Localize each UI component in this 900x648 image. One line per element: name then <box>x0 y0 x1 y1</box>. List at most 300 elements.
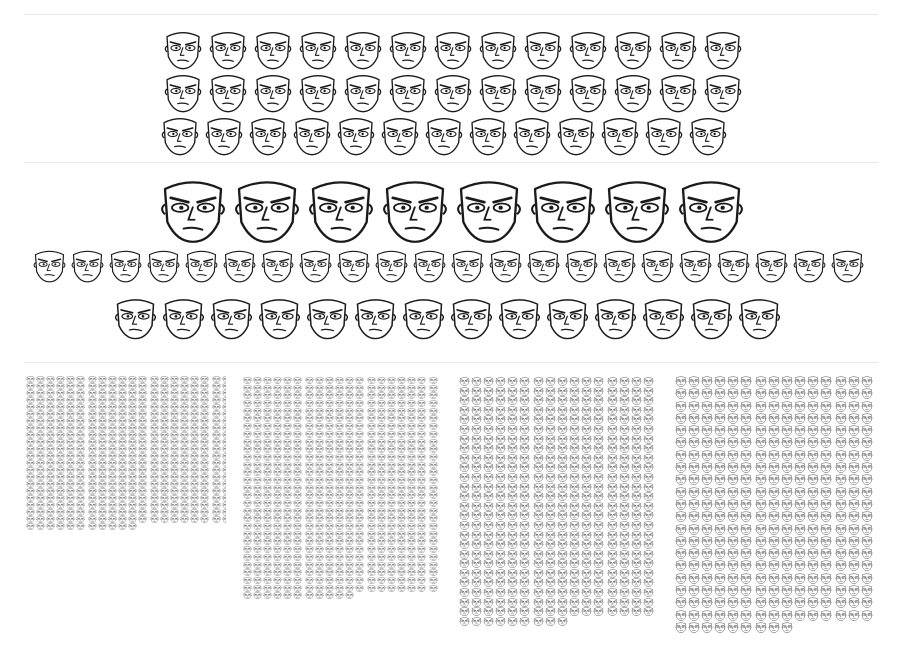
face-icon <box>263 462 272 469</box>
face-icon <box>325 515 334 522</box>
face-icon <box>483 540 494 549</box>
face-icon <box>740 597 752 608</box>
face-icon <box>459 578 470 587</box>
glyph-line <box>243 577 440 585</box>
face-icon <box>190 453 199 460</box>
face-icon <box>150 411 159 418</box>
face-icon <box>643 550 654 559</box>
face-icon <box>688 474 700 485</box>
face-icon <box>675 413 687 424</box>
face-icon <box>569 396 580 405</box>
face-icon <box>108 467 117 474</box>
face-icon <box>483 387 494 396</box>
face-icon <box>315 508 324 515</box>
face-icon <box>861 450 873 461</box>
face-icon <box>66 411 75 418</box>
face-icon <box>830 249 865 283</box>
face-icon <box>377 554 386 561</box>
face-icon <box>56 397 65 404</box>
face-icon <box>283 538 292 545</box>
glyph-line <box>243 454 440 462</box>
face-icon <box>128 495 137 502</box>
glyph-line <box>243 523 440 531</box>
face-icon <box>471 425 482 434</box>
face-icon <box>118 446 127 453</box>
face-icon <box>397 508 406 515</box>
face-icon <box>820 474 832 485</box>
face-icon <box>367 462 376 469</box>
face-icon <box>794 536 806 547</box>
face-icon <box>495 483 506 492</box>
face-icon <box>315 492 324 499</box>
face-icon <box>387 577 396 584</box>
face-icon <box>243 377 252 384</box>
face-icon <box>429 523 438 530</box>
face-icon <box>160 418 169 425</box>
face-icon <box>388 30 428 70</box>
face-icon <box>118 495 127 502</box>
face-icon <box>46 453 55 460</box>
face-icon <box>631 463 642 472</box>
face-icon <box>658 73 698 113</box>
face-icon <box>325 400 334 407</box>
glyph-line <box>675 573 873 585</box>
face-icon <box>417 500 426 507</box>
face-icon <box>545 569 556 578</box>
face-icon <box>377 508 386 515</box>
glyph-line <box>26 397 226 404</box>
face-icon <box>108 495 117 502</box>
face-icon <box>108 502 117 509</box>
face-icon <box>848 450 860 461</box>
face-icon <box>483 444 494 453</box>
face-icon <box>150 439 159 446</box>
face-icon <box>56 418 65 425</box>
face-icon <box>76 404 85 411</box>
face-icon <box>387 477 396 484</box>
face-icon <box>212 509 221 516</box>
face-icon <box>714 388 726 399</box>
face-icon <box>459 502 470 511</box>
face-icon <box>138 404 147 411</box>
face-icon <box>581 377 592 386</box>
face-icon <box>714 622 726 633</box>
face-icon <box>305 508 314 515</box>
face-icon <box>212 495 221 502</box>
face-icon <box>243 562 252 569</box>
face-icon <box>160 474 169 481</box>
face-icon <box>820 499 832 510</box>
face-icon <box>483 578 494 587</box>
face-icon <box>253 538 262 545</box>
face-icon <box>417 477 426 484</box>
face-icon <box>345 554 354 561</box>
face-icon <box>407 569 416 576</box>
face-icon <box>507 454 518 463</box>
face-icon <box>807 499 819 510</box>
face-icon <box>355 385 364 392</box>
face-icon <box>108 376 117 383</box>
face-icon <box>273 485 282 492</box>
face-icon <box>397 554 406 561</box>
face-icon <box>483 463 494 472</box>
face-icon <box>160 425 169 432</box>
face-icon <box>335 454 344 461</box>
face-icon <box>714 376 726 387</box>
face-icon <box>305 408 314 415</box>
face-icon <box>367 377 376 384</box>
face-icon <box>519 607 530 616</box>
face-icon <box>495 387 506 396</box>
face-icon <box>325 562 334 569</box>
face-icon <box>36 411 45 418</box>
face-icon <box>170 397 179 404</box>
face-icon <box>98 481 107 488</box>
face-icon <box>755 388 767 399</box>
face-icon <box>180 474 189 481</box>
face-icon <box>533 454 544 463</box>
glyph-line <box>675 536 873 548</box>
face-icon <box>533 406 544 415</box>
face-icon <box>315 477 324 484</box>
face-icon <box>273 554 282 561</box>
face-icon <box>483 425 494 434</box>
face-icon <box>108 460 117 467</box>
face-icon <box>170 411 179 418</box>
face-icon <box>315 531 324 538</box>
face-icon <box>243 515 252 522</box>
face-icon <box>305 297 350 340</box>
face-icon <box>26 418 35 425</box>
face-icon <box>335 562 344 569</box>
face-icon <box>581 531 592 540</box>
face-icon <box>471 377 482 386</box>
face-icon <box>128 446 137 453</box>
face-icon <box>26 446 35 453</box>
glyph-line <box>675 487 873 499</box>
top-divider <box>24 14 878 15</box>
face-icon <box>36 502 45 509</box>
face-icon <box>407 500 416 507</box>
face-icon <box>273 439 282 446</box>
face-icon <box>820 388 832 399</box>
face-icon <box>325 585 334 592</box>
face-icon <box>387 562 396 569</box>
face-icon <box>835 499 847 510</box>
face-icon <box>222 516 226 523</box>
face-icon <box>607 559 618 568</box>
face-icon <box>397 454 406 461</box>
glyph-line <box>243 485 440 493</box>
face-icon <box>377 477 386 484</box>
face-icon <box>170 418 179 425</box>
glyph-line <box>243 477 440 485</box>
face-icon <box>581 578 592 587</box>
face-icon <box>740 437 752 448</box>
face-icon <box>459 531 470 540</box>
face-icon <box>66 404 75 411</box>
glyph-line <box>26 439 226 446</box>
face-icon <box>619 502 630 511</box>
face-icon <box>36 495 45 502</box>
face-icon <box>76 474 85 481</box>
glyph-line <box>243 585 440 593</box>
face-icon <box>619 607 630 616</box>
face-icon <box>76 425 85 432</box>
face-icon <box>848 437 860 448</box>
face-icon <box>367 385 376 392</box>
glyph-line <box>675 548 873 560</box>
face-icon <box>355 400 364 407</box>
face-icon <box>66 432 75 439</box>
face-icon <box>483 531 494 540</box>
face-icon <box>397 500 406 507</box>
face-icon <box>569 454 580 463</box>
face-icon <box>714 487 726 498</box>
face-icon <box>46 390 55 397</box>
face-icon <box>108 425 117 432</box>
face-icon <box>688 622 700 633</box>
face-icon <box>263 423 272 430</box>
face-icon <box>848 388 860 399</box>
face-icon <box>794 585 806 596</box>
face-icon <box>138 432 147 439</box>
face-icon <box>631 444 642 453</box>
face-icon <box>118 439 127 446</box>
face-icon <box>387 377 396 384</box>
face-icon <box>643 425 654 434</box>
face-icon <box>716 249 751 283</box>
face-icon <box>293 569 302 576</box>
glyph-line <box>26 460 226 467</box>
face-icon <box>315 423 324 430</box>
face-icon <box>253 592 262 599</box>
face-icon <box>46 509 55 516</box>
face-icon <box>263 546 272 553</box>
face-icon <box>848 573 860 584</box>
face-icon <box>283 592 292 599</box>
face-icon <box>557 511 568 520</box>
face-icon <box>407 531 416 538</box>
face-icon <box>293 515 302 522</box>
face-icon <box>519 550 530 559</box>
face-icon <box>263 392 272 399</box>
glyph-line <box>675 437 873 449</box>
face-icon <box>325 385 334 392</box>
face-icon <box>631 588 642 597</box>
glyph-line <box>243 546 440 554</box>
glyph-line <box>675 425 873 437</box>
face-icon <box>170 383 179 390</box>
face-icon <box>305 523 314 530</box>
face-icon <box>794 524 806 535</box>
face-icon <box>675 573 687 584</box>
face-icon <box>108 249 143 283</box>
face-icon <box>98 418 107 425</box>
face-icon <box>108 474 117 481</box>
face-icon <box>471 406 482 415</box>
face-icon <box>533 531 544 540</box>
face-icon <box>449 297 494 340</box>
face-icon <box>740 487 752 498</box>
face-icon <box>315 431 324 438</box>
face-icon <box>407 462 416 469</box>
face-icon <box>253 454 262 461</box>
face-icon <box>407 400 416 407</box>
glyph-line <box>243 469 440 477</box>
lower-divider <box>24 362 878 363</box>
face-icon <box>150 481 159 488</box>
face-icon <box>417 569 426 576</box>
face-icon <box>727 425 739 436</box>
face-icon <box>387 446 396 453</box>
face-icon <box>56 502 65 509</box>
face-icon <box>593 396 604 405</box>
face-icon <box>768 462 780 473</box>
glyph-line <box>26 481 226 488</box>
face-icon <box>545 463 556 472</box>
face-icon <box>76 516 85 523</box>
face-icon <box>740 425 752 436</box>
face-icon <box>768 524 780 535</box>
face-icon <box>345 562 354 569</box>
face-icon <box>471 387 482 396</box>
face-icon <box>253 531 262 538</box>
face-icon <box>325 462 334 469</box>
face-icon <box>861 437 873 448</box>
face-icon <box>781 425 793 436</box>
face-icon <box>138 467 147 474</box>
face-icon <box>631 483 642 492</box>
face-icon <box>861 376 873 387</box>
face-icon <box>835 437 847 448</box>
face-icon <box>335 423 344 430</box>
face-icon <box>88 474 97 481</box>
face-icon <box>714 560 726 571</box>
face-icon <box>305 577 314 584</box>
face-icon <box>243 508 252 515</box>
face-icon <box>407 554 416 561</box>
face-icon <box>471 473 482 482</box>
face-icon <box>643 531 654 540</box>
face-icon <box>180 404 189 411</box>
face-icon <box>263 577 272 584</box>
face-icon <box>273 462 282 469</box>
face-icon <box>658 30 698 70</box>
face-icon <box>355 538 364 545</box>
face-icon <box>212 488 221 495</box>
face-icon <box>345 385 354 392</box>
face-icon <box>675 388 687 399</box>
face-icon <box>204 116 244 156</box>
face-icon <box>253 546 262 553</box>
face-icon <box>170 488 179 495</box>
face-icon <box>471 415 482 424</box>
face-icon <box>335 431 344 438</box>
face-icon <box>283 423 292 430</box>
face-icon <box>367 538 376 545</box>
face-icon <box>200 467 209 474</box>
face-icon <box>459 435 470 444</box>
face-icon <box>495 444 506 453</box>
face-icon <box>190 460 199 467</box>
face-icon <box>495 617 506 626</box>
face-icon <box>495 578 506 587</box>
face-icon <box>355 408 364 415</box>
face-icon <box>429 585 438 592</box>
face-icon <box>128 390 137 397</box>
face-icon <box>128 411 137 418</box>
face-icon <box>519 387 530 396</box>
face-icon <box>273 385 282 392</box>
face-icon <box>98 467 107 474</box>
face-icon <box>675 487 687 498</box>
face-icon <box>519 396 530 405</box>
face-icon <box>66 453 75 460</box>
face-icon <box>138 425 147 432</box>
face-icon <box>848 462 860 473</box>
face-icon <box>212 460 221 467</box>
face-icon <box>507 617 518 626</box>
face-icon <box>407 477 416 484</box>
face-icon <box>600 116 640 156</box>
glyph-line <box>26 418 226 425</box>
face-icon <box>459 607 470 616</box>
face-icon <box>407 469 416 476</box>
face-icon <box>483 406 494 415</box>
face-icon <box>807 560 819 571</box>
face-icon <box>305 492 314 499</box>
face-icon <box>200 397 209 404</box>
face-icon <box>781 610 793 621</box>
face-icon <box>807 437 819 448</box>
face-icon <box>417 392 426 399</box>
face-icon <box>190 474 199 481</box>
face-icon <box>283 377 292 384</box>
face-icon <box>768 450 780 461</box>
face-icon <box>807 413 819 424</box>
face-icon <box>46 383 55 390</box>
face-icon <box>36 474 45 481</box>
face-icon <box>355 446 364 453</box>
face-icon <box>861 413 873 424</box>
glyph-line <box>243 462 440 470</box>
face-icon <box>163 73 203 113</box>
face-icon <box>209 297 254 340</box>
face-icon <box>459 473 470 482</box>
face-icon <box>519 578 530 587</box>
face-icon <box>631 578 642 587</box>
face-icon <box>397 569 406 576</box>
face-icon <box>190 488 199 495</box>
face-icon <box>407 485 416 492</box>
face-icon <box>335 569 344 576</box>
face-icon <box>768 622 780 633</box>
face-icon <box>283 523 292 530</box>
face-icon <box>483 521 494 530</box>
face-icon <box>315 446 324 453</box>
face-icon <box>26 425 35 432</box>
face-icon <box>450 249 485 283</box>
face-icon <box>607 569 618 578</box>
face-icon <box>755 376 767 387</box>
face-icon <box>160 376 169 383</box>
face-icon <box>387 423 396 430</box>
face-icon <box>417 423 426 430</box>
face-icon <box>619 559 630 568</box>
face-icon <box>387 385 396 392</box>
face-icon <box>581 387 592 396</box>
